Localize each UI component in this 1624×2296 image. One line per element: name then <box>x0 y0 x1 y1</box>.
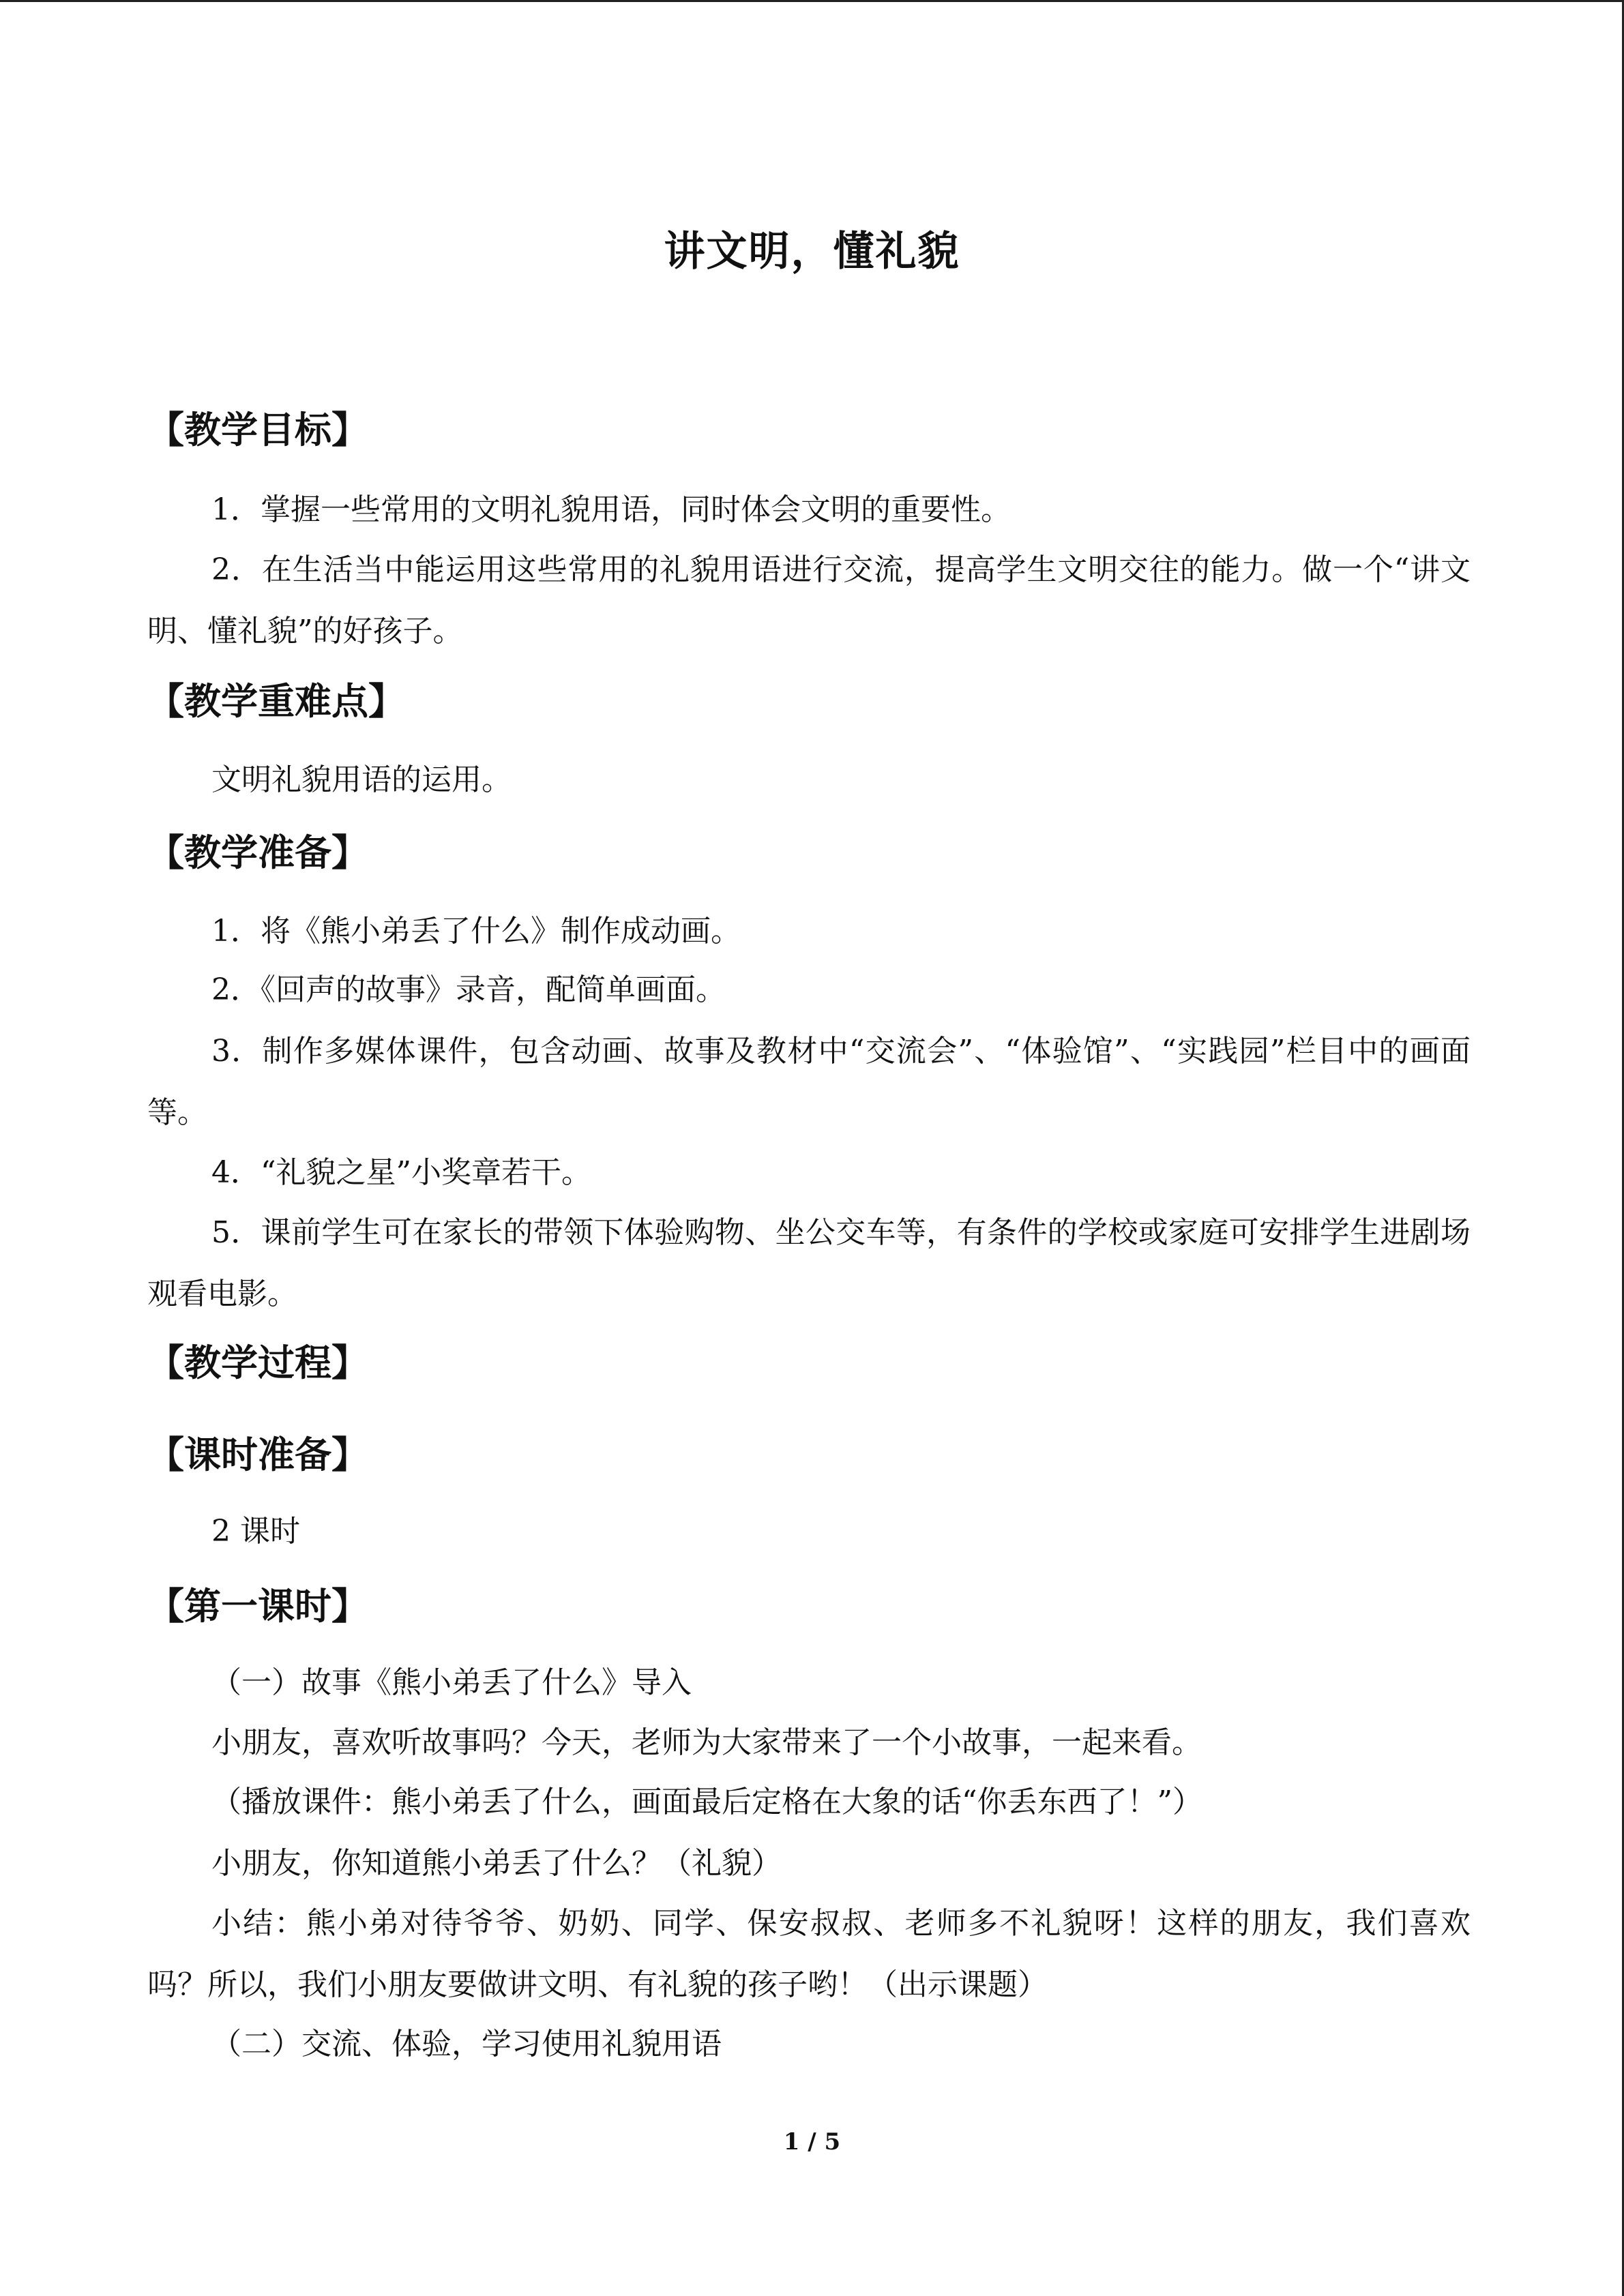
heading-first-lesson: 【第一课时】 <box>147 1584 368 1628</box>
first-lesson-item-1: （一）故事《熊小弟丢了什么》导入 <box>211 1665 692 1700</box>
first-lesson-item-6: （二）交流、体验，学习使用礼貌用语 <box>211 2027 722 2061</box>
preparation-item-5: 5．课前学生可在家长的带领下体验购物、坐公交车等，有条件的学校或家庭可安排学生进剧场观看电影。 <box>147 1215 1471 1311</box>
first-lesson-item-5: 小结：熊小弟对待爷爷、奶奶、同学、保安叔叔、老师多不礼貌呀！这样的朋友，我们喜欢吗？所以，我们小朋友要做讲文明、有礼貌的孩子哟！（出示课题） <box>147 1906 1471 2002</box>
document-title: 讲文明，懂礼貌 <box>664 228 960 275</box>
objective-item-1: 1．掌握一些常用的文明礼貌用语，同时体会文明的重要性。 <box>211 492 1011 527</box>
preparation-item-2: 2．《回声的故事》录音，配简单画面。 <box>211 972 726 1007</box>
heading-process: 【教学过程】 <box>147 1341 368 1384</box>
heading-objectives: 【教学目标】 <box>147 408 368 451</box>
page-number: 1 / 5 <box>783 2128 841 2156</box>
key-point-item-1: 文明礼貌用语的运用。 <box>211 762 512 797</box>
objective-item-2: 2．在生活当中能运用这些常用的礼貌用语进行交流，提高学生文明交往的能力。做一个“讲文明、懂礼貌”的好孩子。 <box>147 552 1471 648</box>
first-lesson-item-2: 小朋友，喜欢听故事吗？今天，老师为大家带来了一个小故事，一起来看。 <box>211 1725 1202 1760</box>
preparation-item-1: 1．将《熊小弟丢了什么》制作成动画。 <box>211 914 741 949</box>
heading-class-hours: 【课时准备】 <box>147 1433 368 1476</box>
heading-preparation: 【教学准备】 <box>147 831 368 874</box>
heading-key-points: 【教学重难点】 <box>147 679 405 723</box>
class-hours-item-1: 2 课时 <box>211 1514 300 1549</box>
preparation-item-3: 3．制作多媒体课件，包含动画、故事及教材中“交流会”、“体验馆”、“实践园”栏目中的画面等。 <box>147 1034 1471 1130</box>
first-lesson-item-3: （播放课件：熊小弟丢了什么，画面最后定格在大象的话“你丢东西了！”） <box>211 1785 1202 1819</box>
preparation-item-4: 4．“礼貌之星”小奖章若干。 <box>211 1155 591 1190</box>
first-lesson-item-4: 小朋友，你知道熊小弟丢了什么？（礼貌） <box>211 1846 782 1881</box>
